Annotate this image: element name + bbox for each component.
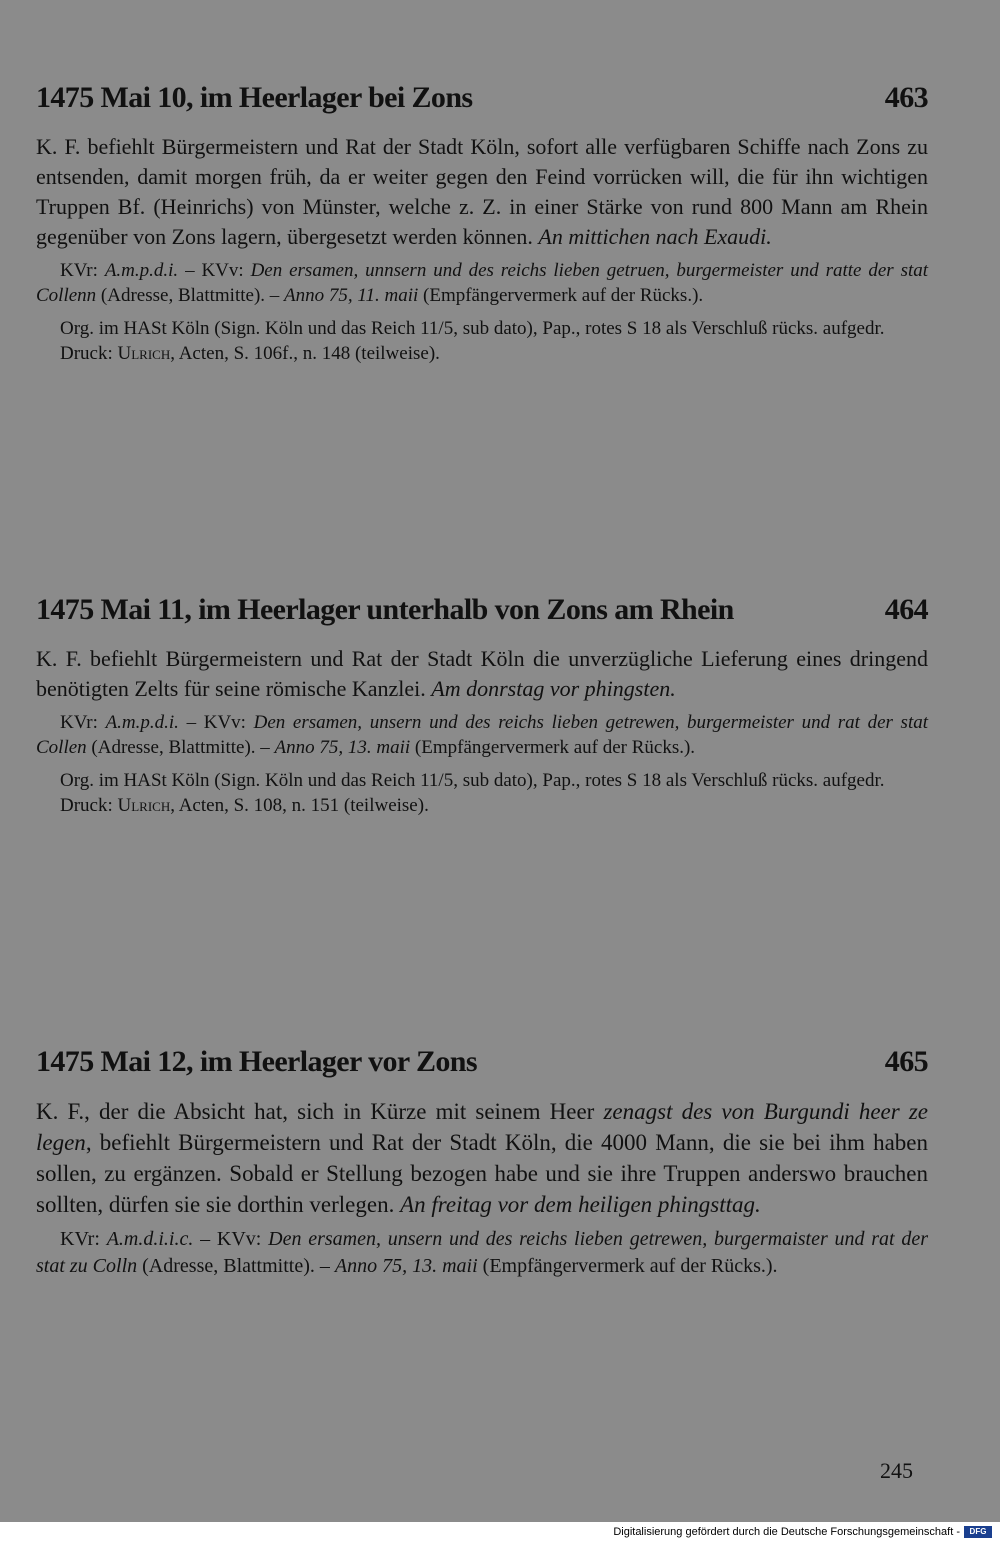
entry-original-note: Org. im HASt Köln (Sign. Köln und das Reich 11/5, sub dato), Pap., rotes S 18 als Verschluß rücks. aufgedr. — [60, 770, 885, 791]
entry-463 — [36, 80, 928, 366]
entry-heading — [36, 80, 928, 116]
entry-465 — [36, 1044, 928, 1280]
entry-kv-note: KVr: A.m.p.d.i. – KVv: Den ersamen, unsern und des reichs lieben getrewen, burgermeister und rat der stat Collen (Adresse, Blattmitte). – Anno 75, 13. maii (Empfängervermerk auf der Rücks.). — [36, 712, 929, 758]
entry-number: 464 — [884, 593, 928, 626]
entry-summary: K. F., der die Absicht hat, sich in Kürze mit seinem Heer zenagst des von Burgundi heer ze legen, befiehlt Bürgermeistern und Rat der Stadt Köln, die 4000 Mann, die sie bei ihm haben sollen, zu ergänzen. Sobald er Stellung bezogen habe und sie ihre Truppen anderswo brauchen sollten, dürfen sie sie dorthin verlegen. An freitag vor dem heiligen phingsttag. — [36, 1099, 928, 1217]
entry-original-note: Org. im HASt Köln (Sign. Köln und das Reich 11/5, sub dato), Pap., rotes S 18 als Verschluß rücks. aufgedr. — [60, 318, 885, 339]
entry-date-place: 1475 Mai 12, im Heerlager vor Zons — [36, 1045, 477, 1078]
entry-number: 465 — [884, 1045, 928, 1078]
entry-heading — [36, 592, 928, 628]
dfg-logo-icon: DFG — [964, 1526, 992, 1538]
entry-kv-note: KVr: A.m.d.i.i.c. – KVv: Den ersamen, unsern und des reichs lieben getrewen, burgermaister und rat der stat zu Colln (Adresse, Blattmitte). – Anno 75, 13. maii (Empfängervermerk auf der Rücks.). — [36, 1228, 929, 1277]
entry-date-place: 1475 Mai 11, im Heerlager unterhalb von Zons am Rhein — [36, 593, 734, 626]
entry-summary: K. F. befiehlt Bürgermeistern und Rat der Stadt Köln, sofort alle verfügbaren Schiffe nach Zons zu entsenden, damit morgen früh, da er weiter gegen den Feind vorrücken will, die für ihn wichtigen Truppen Bf. (Heinrichs) von Münster, welche z. Z. in einer Stärke von rund 800 Mann am Rhein gegenüber von Zons lagern, übergesetzt werden können. An mittichen nach Exaudi. — [36, 134, 928, 249]
entry-heading — [36, 1044, 928, 1080]
entry-464 — [36, 592, 928, 818]
entry-print-note: Druck: Ulrich, Acten, S. 108, n. 151 (teilweise). — [60, 795, 429, 816]
entry-print-note: Druck: Ulrich, Acten, S. 106f., n. 148 (teilweise). — [60, 343, 440, 364]
entry-date-place: 1475 Mai 10, im Heerlager bei Zons — [36, 81, 473, 114]
entry-number: 463 — [884, 81, 928, 114]
page-number: 245 — [880, 1458, 913, 1483]
footer-bar — [0, 1522, 1000, 1542]
entry-summary: K. F. befiehlt Bürgermeistern und Rat der Stadt Köln die unverzügliche Lieferung eines dringend benötigten Zelts für seine römische Kanzlei. Am donrstag vor phingsten. — [36, 646, 928, 701]
entry-kv-note: KVr: A.m.p.d.i. – KVv: Den ersamen, unnsern und des reichs lieben getruen, burgermeister und ratte der stat Collenn (Adresse, Blattmitte). – Anno 75, 11. maii (Empfängervermerk auf der Rücks.). — [36, 260, 929, 306]
footer-credit: Digitalisierung gefördert durch die Deutsche Forschungsgemeinschaft - — [613, 1526, 960, 1538]
